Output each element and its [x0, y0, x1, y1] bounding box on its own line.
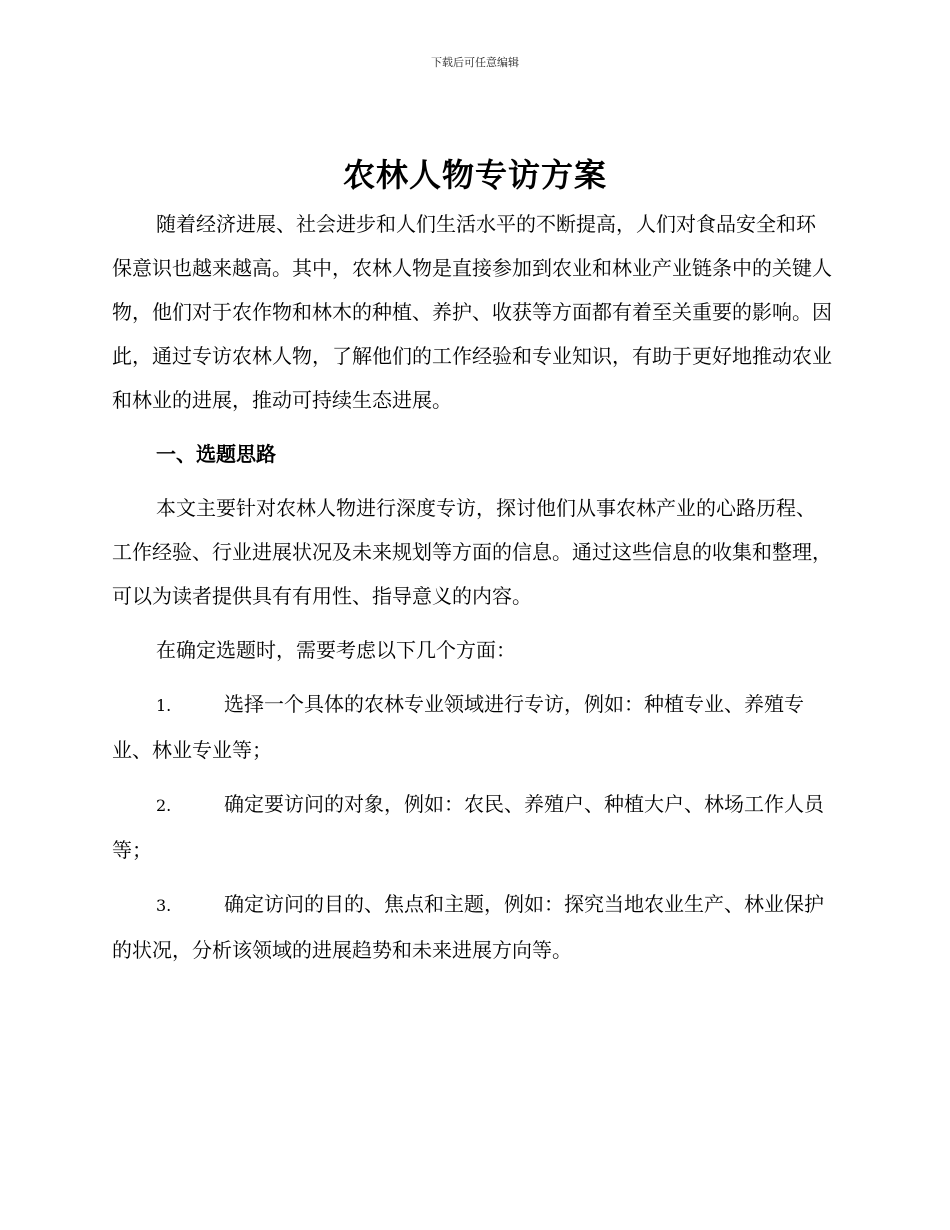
- section-paragraph-2: 在确定选题时，需要考虑以下几个方面：: [156, 638, 516, 662]
- page-header: 下载后可任意编辑: [431, 56, 519, 69]
- list-item-text: 确定访问的目的、焦点和主题，例如：探究当地农业生产、林业保护的状况，分析该领域的进展趋势和未来进展方向等。: [112, 892, 824, 962]
- list-item-number: 2.: [156, 796, 172, 815]
- intro-paragraph: 随着经济进展、社会进步和人们生活水平的不断提高，人们对食品安全和环保意识也越来越高。其中，农林人物是直接参加到农业和林业产业链条中的关键人物，他们对于农作物和林木的种植、养护、收获等方面都有着至关重要的影响。因此，通过专访农林人物，了解他们的工作经验和专业知识，有助于更好地推动农业和林业的进展，推动可持续生态进展。: [112, 212, 832, 412]
- list-item-text: 选择一个具体的农林专业领域进行专访，例如：种植专业、养殖专业、林业专业等；: [112, 692, 804, 762]
- list-item-number: 3.: [156, 896, 172, 915]
- list-item: [112, 682, 834, 772]
- document-title: 农林人物专访方案: [342, 156, 607, 194]
- document-body: [112, 202, 834, 982]
- section-paragraph-1: 本文主要针对农林人物进行深度专访，探讨他们从事农林产业的心路历程、工作经验、行业进展状况及未来规划等方面的信息。通过这些信息的收集和整理，可以为读者提供具有有用性、指导意义的内容。: [112, 496, 832, 608]
- list-item-text: 确定要访问的对象，例如：农民、养殖户、种植大户、林场工作人员等；: [112, 792, 824, 862]
- list-item: [112, 882, 834, 972]
- list-item: [112, 782, 834, 872]
- list-item-number: 1.: [156, 696, 172, 715]
- section-heading: 一、选题思路: [156, 442, 276, 466]
